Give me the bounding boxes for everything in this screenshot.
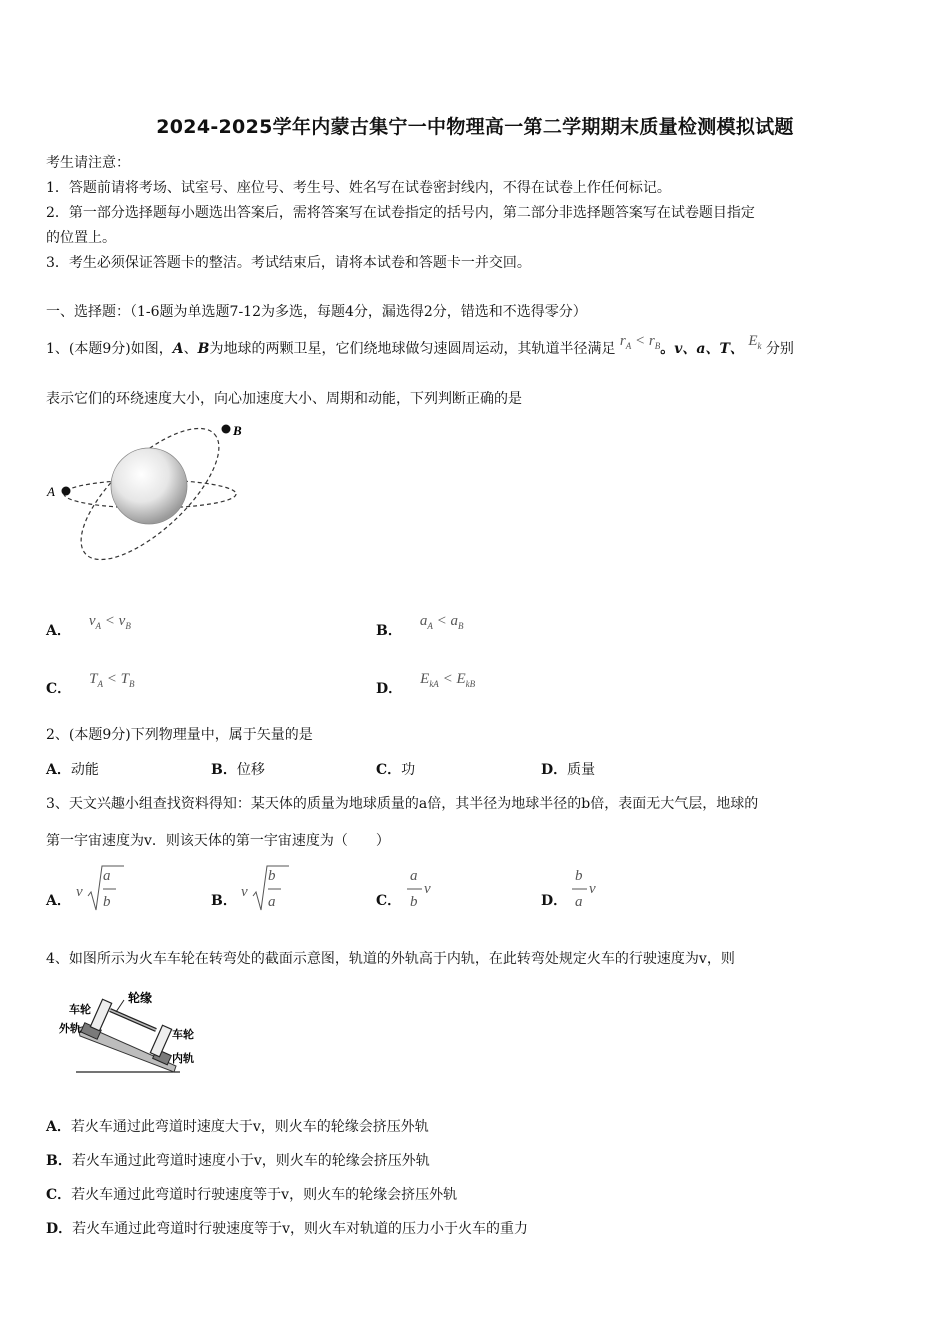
- outer-wheel: [90, 999, 111, 1030]
- q4-option-b[interactable]: B．若火车通过此弯道时速度小于v，则火车的轮缘会挤压外轨: [46, 1153, 430, 1169]
- q1-option-c[interactable]: C．$T_A < T_B$: [46, 671, 135, 697]
- q1-option-d[interactable]: D．$E_{kA} < E_{kB}$: [376, 671, 476, 697]
- flange-pointer: [116, 1000, 124, 1012]
- q3-option-b[interactable]: B． v b a: [211, 862, 237, 882]
- q4-option-d[interactable]: D．若火车通过此弯道时行驶速度等于v，则火车对轨道的压力小于火车的重力: [46, 1221, 529, 1237]
- q3-stem-line2: 第一宇宙速度为v．则该天体的第一宇宙速度为（ ）: [46, 833, 390, 849]
- satellite-a: [62, 487, 71, 496]
- page-title: 2024-2025学年内蒙古集宁一中物理高一第二学期期末质量检测模拟试题: [156, 116, 794, 138]
- notice-item: 的位置上。: [46, 230, 116, 246]
- q4-option-c[interactable]: C．若火车通过此弯道时行驶速度等于v，则火车的轮缘会挤压外轨: [46, 1187, 458, 1203]
- q3-stem: 3、天文兴趣小组查找资料得知：某天体的质量为地球质量的a倍，其半径为地球半径的b倍，表面无大气层，地球的: [46, 796, 759, 812]
- notice-item: 3．考生必须保证答题卡的整洁。考试结束后，请将本试卷和答题卡一并交回。: [46, 255, 531, 271]
- q2-option-a[interactable]: A．动能: [46, 762, 99, 778]
- sqrt-sign: [241, 862, 291, 914]
- train-wheel-figure: [56, 986, 216, 1078]
- q2-stem: 2、(本题9分)下列物理量中，属于矢量的是: [46, 727, 313, 743]
- q1-stem-line2: 表示它们的环绕速度大小，向心加速度大小、周期和动能，下列判断正确的是: [46, 391, 522, 407]
- earth: [111, 448, 187, 524]
- q1-condition: $r_A < r_B$: [619, 333, 661, 351]
- label-lunyuan: 轮缘: [128, 991, 153, 1005]
- notice-item: 1．答题前请将考场、试室号、座位号、考生号、姓名写在试卷密封线内，不得在试卷上作任何标记。: [46, 180, 671, 196]
- q1-ek: $E_k$: [748, 333, 762, 351]
- q3-option-c[interactable]: C． a b v: [376, 862, 401, 882]
- orbit-figure: [44, 418, 244, 570]
- label-chelun-1: 车轮: [69, 1003, 91, 1016]
- q2-option-b[interactable]: B．位移: [211, 762, 265, 778]
- q2-option-c[interactable]: C．功: [376, 762, 416, 778]
- fig-label-a: A: [47, 484, 55, 499]
- notice-heading: 考生请注意：: [46, 155, 130, 171]
- q4-option-a[interactable]: A．若火车通过此弯道时速度大于v，则火车的轮缘会挤压外轨: [46, 1119, 429, 1135]
- q1-stem: 1、(本题9分)如图，A、B为地球的两颗卫星，它们绕地球做匀速圆周运动，其轨道半径满足 $r_A < r_B$。v、a、T、 $E_k$ 分别: [46, 333, 794, 357]
- notice-item: 2．第一部分选择题每小题选出答案后，需将答案写在试卷指定的括号内，第二部分非选择题答案写在试卷题目指定: [46, 205, 755, 221]
- q1-option-b[interactable]: B．$a_A < a_B$: [376, 613, 464, 639]
- label-neigui: 内轨: [172, 1052, 194, 1065]
- sqrt-sign: [76, 862, 126, 914]
- q3-option-a[interactable]: A． v a b: [46, 862, 71, 882]
- q2-option-d[interactable]: D．质量: [541, 762, 596, 778]
- satellite-b: [222, 425, 231, 434]
- fig-label-b: B: [233, 423, 242, 438]
- label-chelun-2: 车轮: [172, 1028, 194, 1041]
- q1-option-a[interactable]: A．$v_A < v_B$: [46, 613, 131, 639]
- label-waigui: 外轨: [59, 1022, 81, 1035]
- q4-stem: 4、如图所示为火车车轮在转弯处的截面示意图，轨道的外轨高于内轨，在此转弯处规定火车的行驶速度为v，则: [46, 951, 735, 967]
- section-heading: 一、选择题：（1-6题为单选题7-12为多选，每题4分，漏选得2分，错选和不选得零分）: [46, 304, 587, 320]
- q3-option-d[interactable]: D． b a v: [541, 862, 567, 882]
